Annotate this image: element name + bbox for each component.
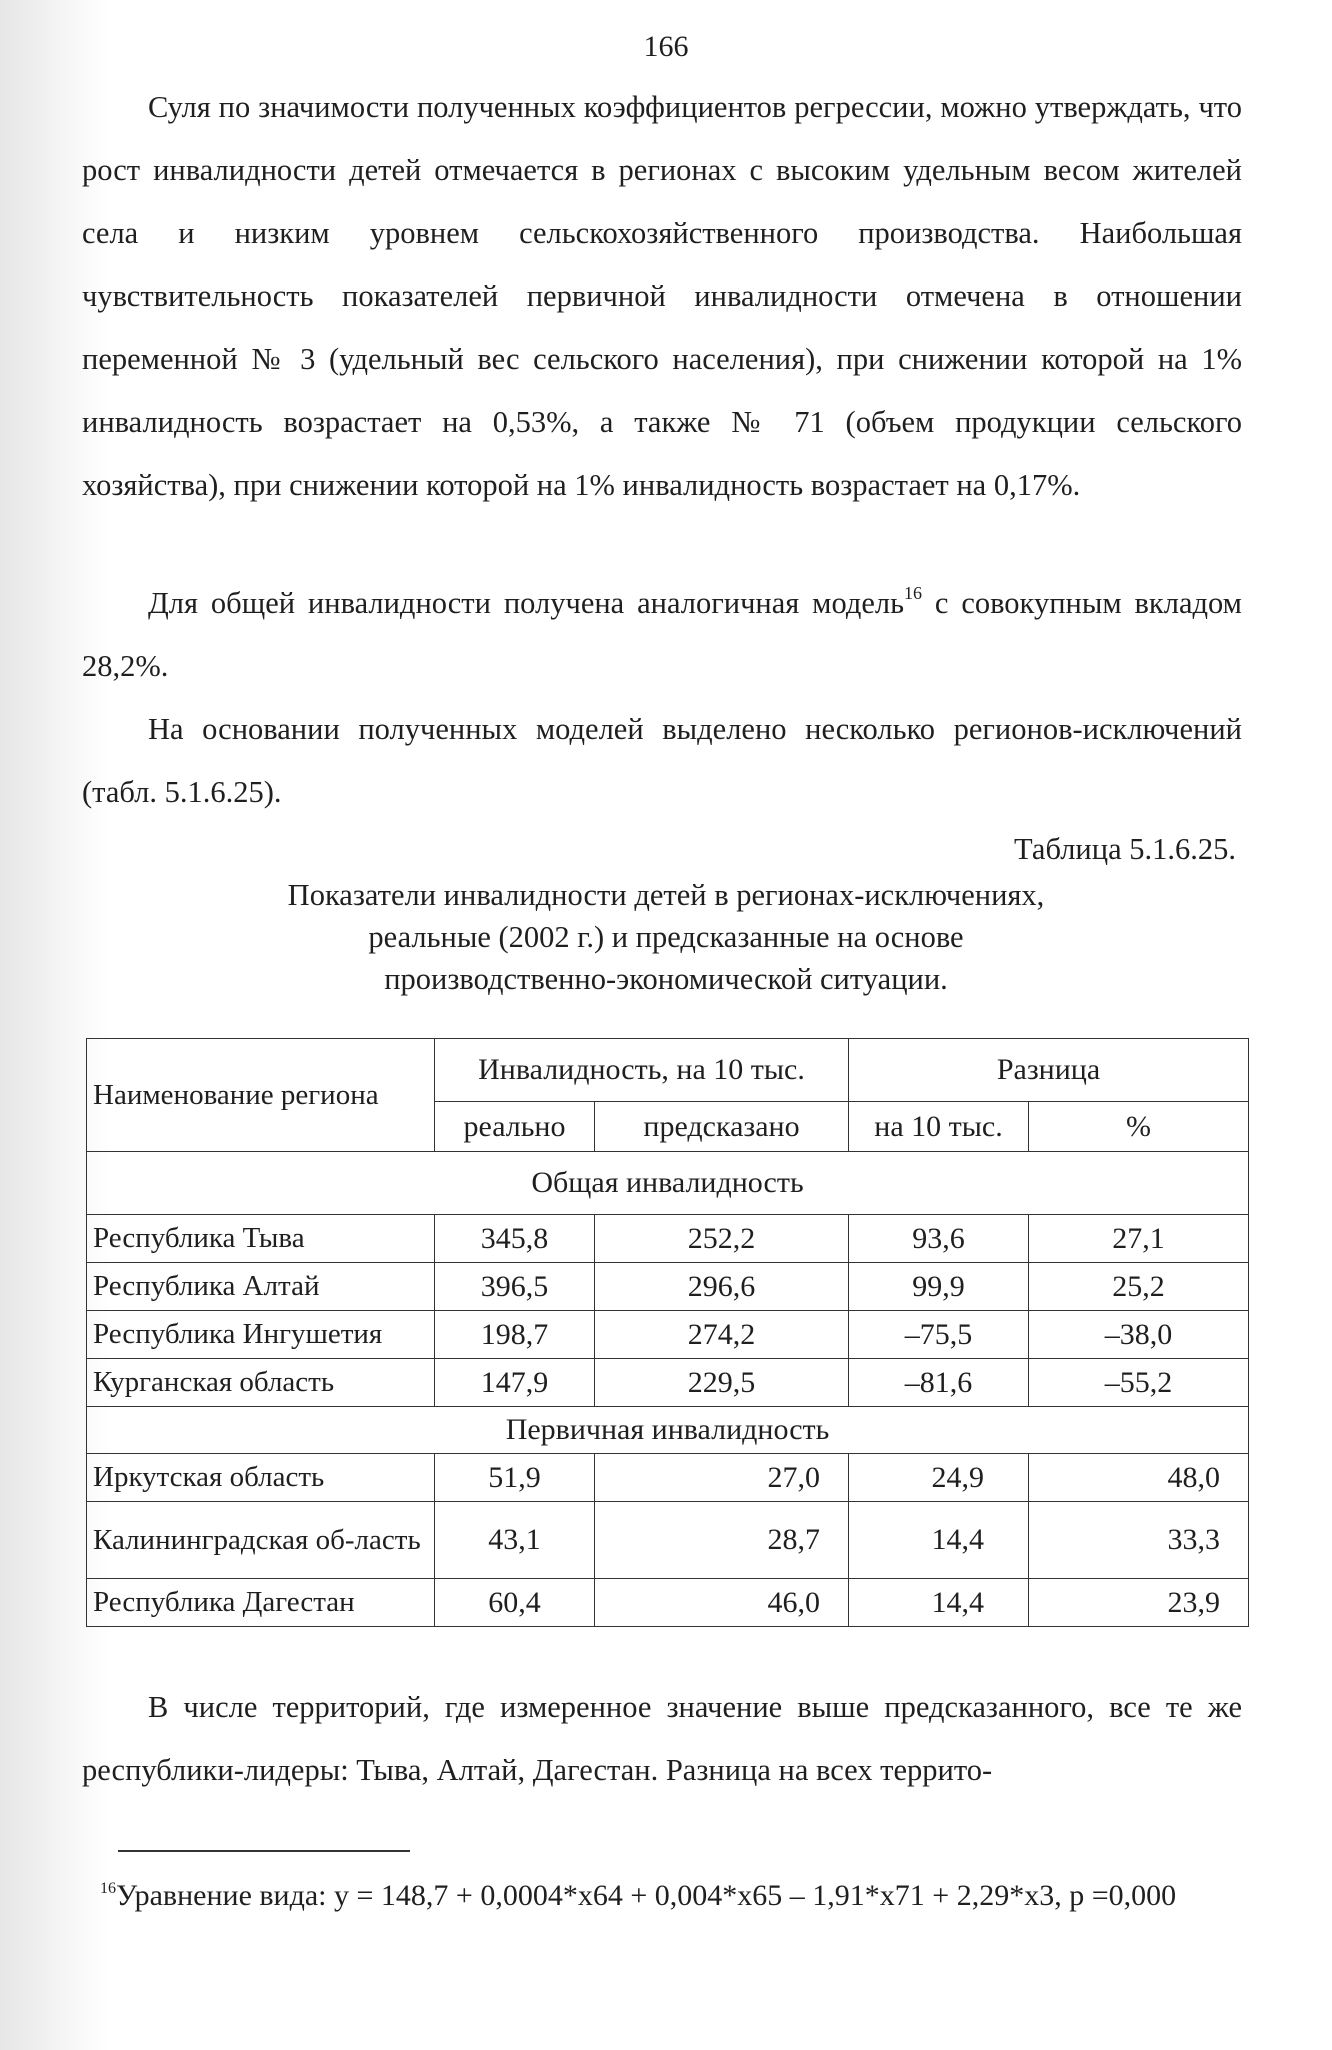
- footnote-reference[interactable]: 16: [904, 583, 923, 603]
- paragraph-model-after: с совокупным вкладом 28,2%.: [82, 586, 1242, 683]
- region-name: Республика Дагестан: [87, 1579, 435, 1627]
- region-name: Республика Ингушетия: [87, 1311, 435, 1359]
- value-predicted: 27,0: [595, 1454, 849, 1502]
- header-predicted: предсказано: [595, 1102, 849, 1152]
- header-region: Наименование региона: [87, 1039, 435, 1152]
- paragraph-leaders: [82, 1676, 1242, 1802]
- paragraph-regression: [82, 76, 1242, 517]
- header-per-10k: на 10 тыс.: [849, 1102, 1029, 1152]
- value-pct: 27,1: [1029, 1215, 1249, 1263]
- page-number: 166: [643, 30, 689, 63]
- region-name: Республика Алтай: [87, 1263, 435, 1311]
- value-predicted: 252,2: [595, 1215, 849, 1263]
- value-diff: 14,4: [849, 1579, 1029, 1627]
- region-name: Курганская область: [87, 1359, 435, 1407]
- value-real: 147,9: [435, 1359, 595, 1407]
- header-real: реально: [435, 1102, 595, 1152]
- table-row: [87, 1579, 1249, 1627]
- footnote-divider: [118, 1850, 410, 1852]
- paragraph-regression-text: Суля по значимости полученных коэффициентов регрессии, можно утверждать, что рост инвалидности детей отмечается в регионах с высоким удельным весом жителей села и низким уровнем сельскохозяйственного производства. Наибольшая чувствительность показателей первичной инвалидности отмечена в отношении переменной № 3 (удельный вес сельского населения), при снижении которой на 1% инвалидность возрастает на 0,53%, а также № 71 (объем продукции сельского хозяйства), при снижении которой на 1% инвалидность возрастает на 0,17%.: [82, 90, 1242, 502]
- section-title-general: Общая инвалидность: [87, 1152, 1249, 1215]
- section-title-primary: Первичная инвалидность: [87, 1407, 1249, 1454]
- caption-line: производственно-экономической ситуации.: [384, 962, 948, 996]
- caption-line: Показатели инвалидности детей в регионах-исключениях,: [287, 878, 1045, 912]
- value-real: 51,9: [435, 1454, 595, 1502]
- value-real: 198,7: [435, 1311, 595, 1359]
- section-row: [87, 1407, 1249, 1454]
- table-row: [87, 1311, 1249, 1359]
- paragraph-general-model: [82, 572, 1242, 698]
- region-name: Иркутская область: [87, 1454, 435, 1502]
- table-row: [87, 1263, 1249, 1311]
- table-number: Таблица 5.1.6.25.: [1014, 832, 1236, 866]
- value-real: 345,8: [435, 1215, 595, 1263]
- value-pct: 48,0: [1029, 1454, 1249, 1502]
- value-pct: 33,3: [1029, 1502, 1249, 1579]
- value-predicted: 229,5: [595, 1359, 849, 1407]
- table-header-row: [87, 1039, 1249, 1102]
- region-name: Калининградская об-ласть: [87, 1502, 435, 1579]
- value-predicted: 274,2: [595, 1311, 849, 1359]
- value-predicted: 46,0: [595, 1579, 849, 1627]
- value-predicted: 28,7: [595, 1502, 849, 1579]
- footnote-text: Уравнение вида: y = 148,7 + 0,0004*x64 + 0,004*x65 – 1,91*x71 + 2,29*x3, p =0,000: [116, 1879, 1177, 1912]
- region-name: Республика Тыва: [87, 1215, 435, 1263]
- value-pct: 25,2: [1029, 1263, 1249, 1311]
- value-diff: 14,4: [849, 1502, 1029, 1579]
- paragraph-model-before: Для общей инвалидности получена аналогичная модель: [148, 586, 905, 620]
- section-row: [87, 1152, 1249, 1215]
- header-percent: %: [1029, 1102, 1249, 1152]
- header-difference: Разница: [849, 1039, 1249, 1102]
- value-diff: 99,9: [849, 1263, 1029, 1311]
- value-pct: –38,0: [1029, 1311, 1249, 1359]
- disability-table: [86, 1038, 1249, 1627]
- table-row: [87, 1215, 1249, 1263]
- paragraph-leaders-text: В числе территорий, где измеренное значение выше предсказанного, все те же республики-лидеры: Тыва, Алтай, Дагестан. Разница на всех террито-: [82, 1690, 1242, 1787]
- value-real: 60,4: [435, 1579, 595, 1627]
- value-real: 43,1: [435, 1502, 595, 1579]
- value-predicted: 296,6: [595, 1263, 849, 1311]
- value-pct: 23,9: [1029, 1579, 1249, 1627]
- value-pct: –55,2: [1029, 1359, 1249, 1407]
- table-row: [87, 1454, 1249, 1502]
- value-diff: 24,9: [849, 1454, 1029, 1502]
- value-real: 396,5: [435, 1263, 595, 1311]
- header-disability: Инвалидность, на 10 тыс.: [435, 1039, 849, 1102]
- footnote: [100, 1870, 1248, 1922]
- table-row: [87, 1359, 1249, 1407]
- paragraph-exceptions-text: На основании полученных моделей выделено несколько регионов-исключений (табл. 5.1.6.25).: [82, 712, 1242, 809]
- table-caption: [0, 874, 1332, 1000]
- value-diff: –81,6: [849, 1359, 1029, 1407]
- footnote-marker: 16: [100, 1880, 116, 1897]
- value-diff: –75,5: [849, 1311, 1029, 1359]
- value-diff: 93,6: [849, 1215, 1029, 1263]
- table-row: [87, 1502, 1249, 1579]
- caption-line: реальные (2002 г.) и предсказанные на основе: [368, 920, 964, 954]
- paragraph-exceptions: [82, 698, 1242, 824]
